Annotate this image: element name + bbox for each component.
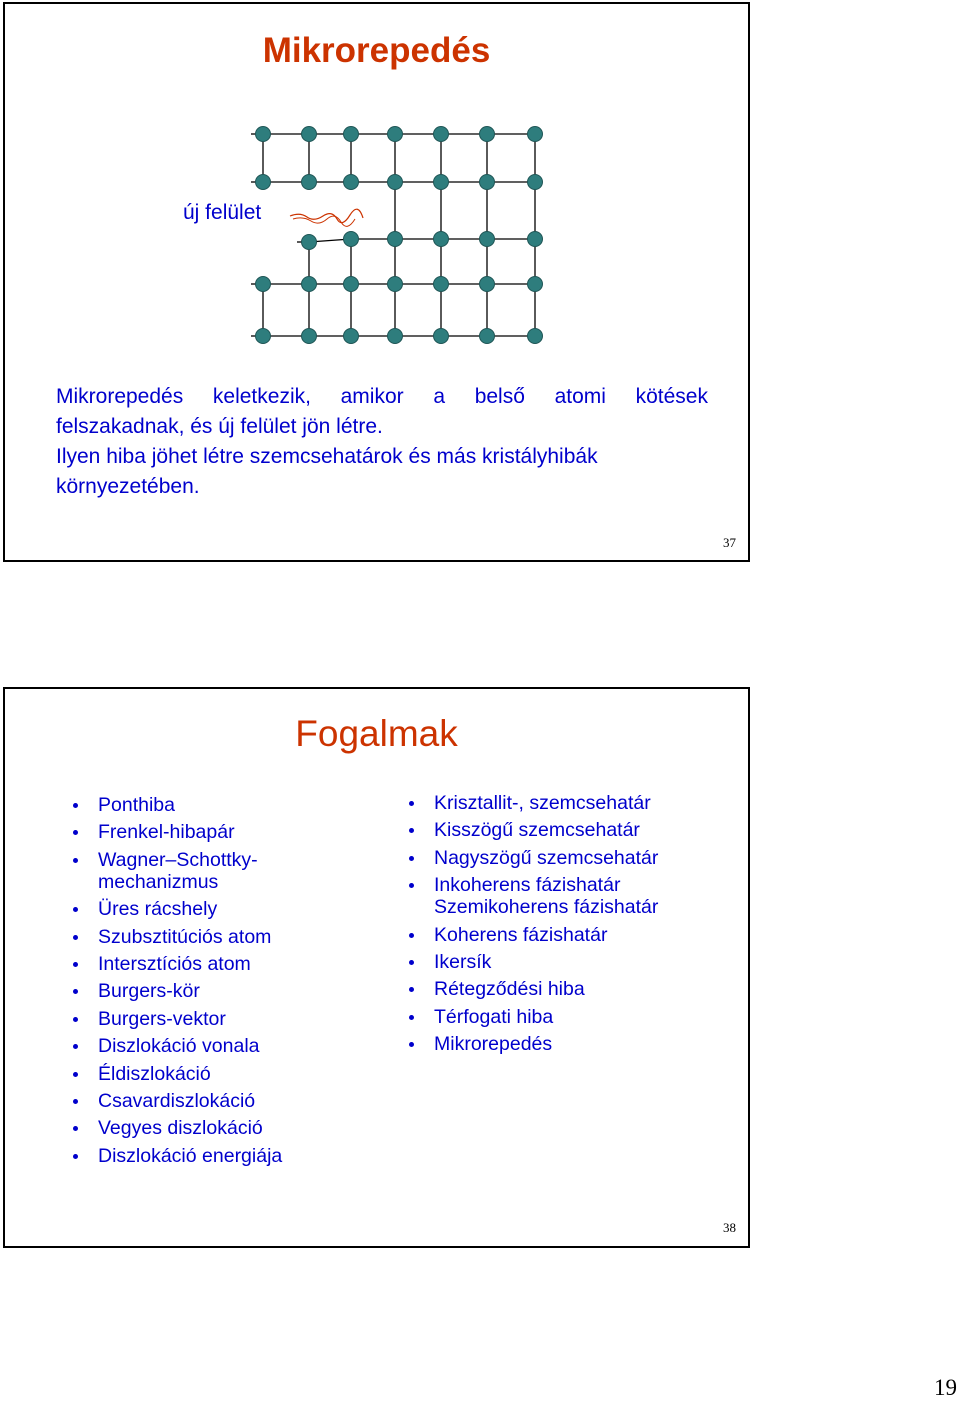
lattice-atom <box>388 232 403 247</box>
lattice-atom <box>302 329 317 344</box>
lattice-atom <box>388 329 403 344</box>
bullet-icon <box>73 803 78 808</box>
lattice-atom <box>434 127 449 142</box>
lattice-atom <box>344 329 359 344</box>
bullet-icon <box>73 989 78 994</box>
lattice-atom <box>256 175 271 190</box>
list-item <box>71 1145 371 1167</box>
lattice-atom <box>480 277 495 292</box>
bullet-icon <box>73 1126 78 1131</box>
lattice-atom <box>528 232 543 247</box>
bullet-icon <box>409 1042 414 1047</box>
list-item-label: Diszlokáció vonala <box>98 1035 260 1058</box>
lattice-atom <box>480 232 495 247</box>
list-item-label: Inkoherens fázishatár <box>434 874 621 897</box>
slide-title: Mikrorepedés <box>262 31 491 70</box>
lattice-atom <box>480 175 495 190</box>
list-item <box>407 1033 737 1055</box>
list-item-continuation <box>71 871 371 893</box>
list-item-label: Vegyes diszlokáció <box>98 1117 263 1140</box>
page-number: 19 <box>934 1375 957 1400</box>
list-item-label: Rétegződési hiba <box>434 978 585 1001</box>
list-item-label: Krisztallit-, szemcsehatár <box>434 792 651 814</box>
bullet-icon <box>409 933 414 938</box>
lattice-atom <box>528 329 543 344</box>
list-item-label: Intersztíciós atom <box>98 952 251 975</box>
bullet-icon <box>73 1017 78 1022</box>
list-item-label: Ponthiba <box>98 794 175 816</box>
lattice-atom <box>256 277 271 292</box>
lattice-atom <box>344 175 359 190</box>
lattice-atom <box>434 277 449 292</box>
paragraph-line: felszakadnak, és új felület jön létre. <box>56 415 383 438</box>
concept-list-left <box>71 794 371 1172</box>
list-item-label: Szubsztitúciós atom <box>98 925 272 948</box>
list-item <box>71 1035 371 1057</box>
list-item <box>71 1090 371 1112</box>
bullet-icon <box>409 1015 414 1020</box>
list-item <box>71 926 371 948</box>
lattice-atom <box>256 127 271 142</box>
list-item-label: Csavardiszlokáció <box>98 1089 256 1112</box>
bullet-icon <box>73 962 78 967</box>
bullet-icon <box>409 828 414 833</box>
bullet-icon <box>73 935 78 940</box>
bullet-icon <box>73 907 78 912</box>
list-item <box>71 849 371 871</box>
list-item-label: Szemikoherens fázishatár <box>434 896 659 919</box>
list-item-label: Kisszögű szemcsehatár <box>434 819 640 842</box>
list-item <box>71 794 371 816</box>
concept-list-right <box>407 792 737 1061</box>
list-item-label: Üres rácshely <box>98 898 218 921</box>
lattice-atom <box>302 175 317 190</box>
list-item <box>71 953 371 975</box>
bullet-icon <box>73 1044 78 1049</box>
list-item <box>407 924 737 946</box>
bullet-icon <box>73 1072 78 1077</box>
list-item-continuation <box>407 896 737 918</box>
description-paragraph <box>56 382 708 502</box>
lattice-atom <box>302 127 317 142</box>
lattice-atom <box>344 232 359 247</box>
lattice-atom <box>528 277 543 292</box>
lattice-atom <box>388 175 403 190</box>
bullet-icon <box>73 830 78 835</box>
list-item <box>71 898 371 920</box>
list-item-label: Koherens fázishatár <box>434 923 608 946</box>
lattice-atom <box>344 277 359 292</box>
list-item-label: Burgers-kör <box>98 980 200 1003</box>
lattice-atoms <box>256 127 543 344</box>
slide-37 <box>3 2 750 562</box>
list-item <box>407 847 737 869</box>
lattice-atom <box>256 329 271 344</box>
lattice-atom <box>528 175 543 190</box>
lattice-atom <box>302 277 317 292</box>
paragraph-line: környezetében. <box>56 475 200 498</box>
list-item <box>71 1008 371 1030</box>
list-item <box>71 821 371 843</box>
lattice-atom <box>434 232 449 247</box>
list-item-label: Wagner–Schottky- <box>98 848 258 871</box>
lattice-atom <box>344 127 359 142</box>
crystal-lattice-diagram <box>245 124 555 354</box>
bullet-icon <box>409 883 414 888</box>
lattice-atom <box>388 127 403 142</box>
paragraph-line: Mikrorepedés keletkezik, amikor a belső atomi kötések <box>56 385 708 408</box>
bullet-icon <box>409 987 414 992</box>
list-item-label: Frenkel-hibapár <box>98 821 235 844</box>
slide-number: 38 <box>723 1220 736 1235</box>
list-item-label: Burgers-vektor <box>98 1007 226 1030</box>
list-item-label: Mikrorepedés <box>434 1033 553 1056</box>
list-item <box>71 1117 371 1139</box>
list-item-label: Ikersík <box>434 950 492 973</box>
crack-line <box>290 209 363 223</box>
bullet-icon <box>73 858 78 863</box>
bullet-icon <box>73 1099 78 1104</box>
list-item <box>407 792 737 814</box>
lattice-atom <box>388 277 403 292</box>
list-item-label: Diszlokáció energiája <box>98 1144 283 1167</box>
lattice-atom <box>528 127 543 142</box>
list-item <box>407 1006 737 1028</box>
list-item-label: Éldiszlokáció <box>98 1062 211 1085</box>
new-surface-label: új felület <box>183 201 262 224</box>
lattice-atom <box>480 127 495 142</box>
lattice-atom <box>434 175 449 190</box>
list-item-label: Térfogati hiba <box>434 1005 554 1028</box>
list-item <box>407 951 737 973</box>
bullet-icon <box>409 856 414 861</box>
list-item-label: mechanizmus <box>98 870 219 893</box>
paragraph-line: Ilyen hiba jöhet létre szemcsehatárok és más kristályhibák <box>56 445 598 468</box>
list-item <box>407 819 737 841</box>
bullet-icon <box>409 801 414 806</box>
list-item-label: Nagyszögű szemcsehatár <box>434 846 659 869</box>
list-item <box>407 978 737 1000</box>
slide-number: 37 <box>723 535 736 550</box>
slide-38 <box>3 687 750 1248</box>
slide-title: Fogalmak <box>295 713 458 754</box>
lattice-atom <box>480 329 495 344</box>
list-item <box>407 874 737 896</box>
lattice-atom <box>302 235 317 250</box>
lattice-atom <box>434 329 449 344</box>
list-item <box>71 1063 371 1085</box>
bullet-icon <box>409 960 414 965</box>
bullet-icon <box>73 1154 78 1159</box>
list-item <box>71 980 371 1002</box>
